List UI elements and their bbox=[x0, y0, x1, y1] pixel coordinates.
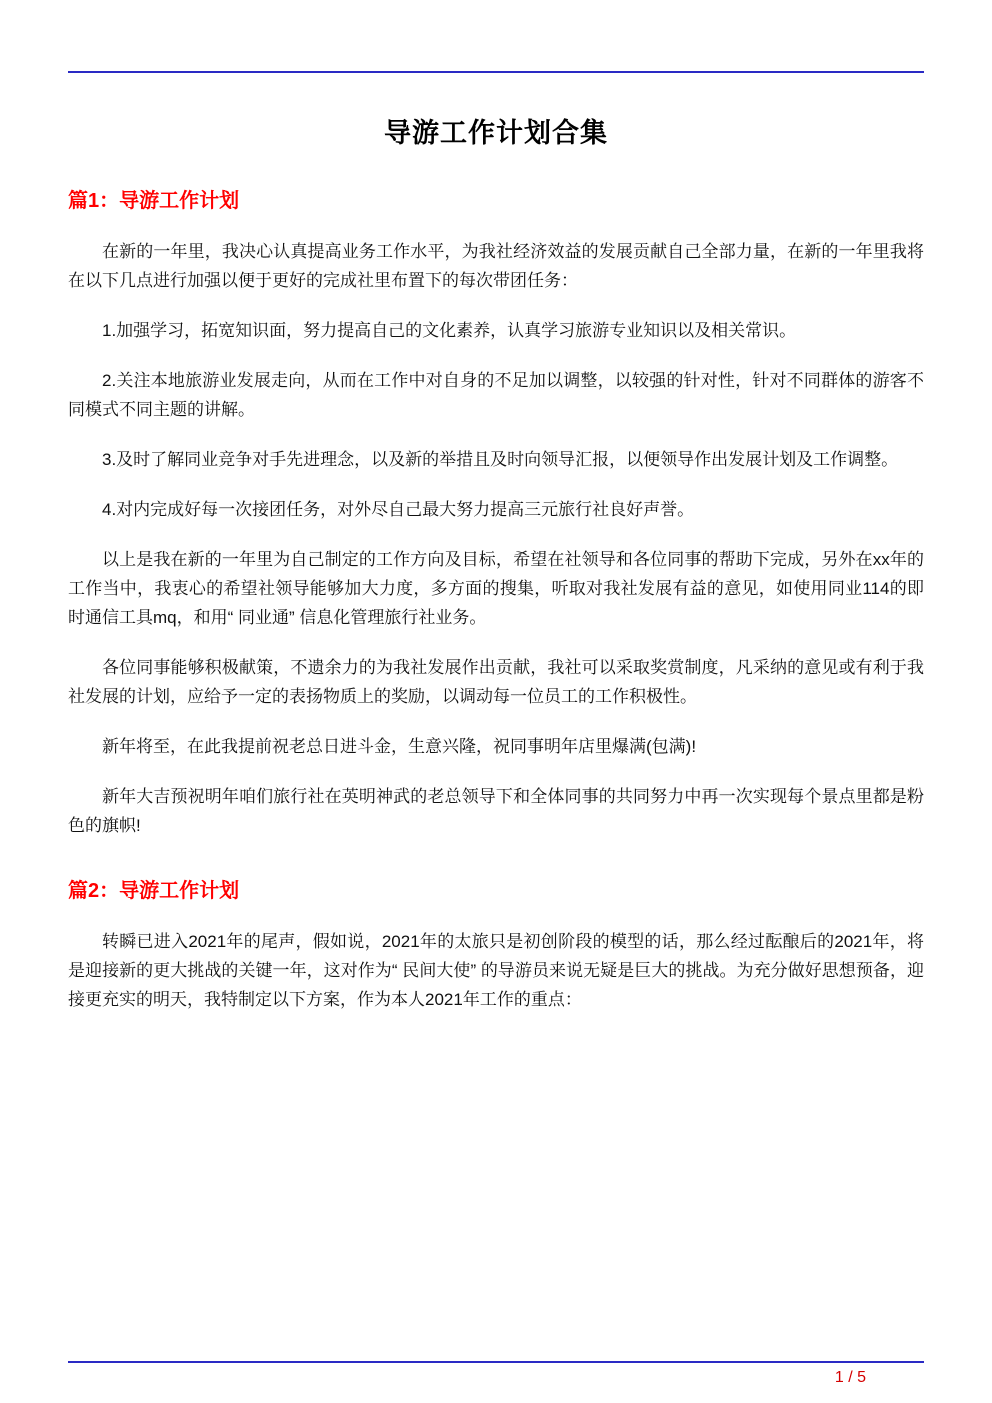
document-title: 导游工作计划合集 bbox=[384, 118, 608, 148]
paragraph: 4.对内完成好每一次接团任务，对外尽自己最大努力提高三元旅行社良好声誉。 bbox=[102, 500, 695, 519]
section-2-heading: 篇2：导游工作计划 bbox=[68, 880, 240, 902]
page-number: 1 / 5 bbox=[834, 1369, 866, 1386]
paragraph: 以上是我在新的一年里为自己制定的工作方向及目标，希望在社领导和各位同事的帮助下完成，另外在xx年的工作当中，我衷心的希望社领导能够加大力度，多方面的搜集，听取对我社发展有益的意见，如使用同业114的即时通信工具mq，和用“ 同业通” 信息化管理旅行社业务。 bbox=[68, 550, 924, 627]
top-rule bbox=[68, 71, 924, 73]
paragraph: 新年将至，在此我提前祝老总日进斗金，生意兴隆，祝同事明年店里爆满(包满)! bbox=[102, 737, 697, 756]
page-footer bbox=[68, 1361, 924, 1389]
paragraph: 2.关注本地旅游业发展走向，从而在工作中对自身的不足加以调整，以较强的针对性，针对不同群体的游客不同模式不同主题的讲解。 bbox=[68, 371, 924, 419]
paragraph: 3.及时了解同业竞争对手先进理念，以及新的举措且及时向领导汇报，以便领导作出发展计划及工作调整。 bbox=[102, 450, 899, 469]
section-1-heading: 篇1：导游工作计划 bbox=[68, 190, 240, 212]
paragraph: 在新的一年里，我决心认真提高业务工作水平，为我社经济效益的发展贡献自己全部力量，在新的一年里我将在以下几点进行加强以便于更好的完成社里布置下的每次带团任务： bbox=[68, 242, 924, 290]
paragraph: 1.加强学习，拓宽知识面，努力提高自己的文化素养，认真学习旅游专业知识以及相关常识。 bbox=[102, 321, 797, 340]
paragraph: 各位同事能够积极献策，不遗余力的为我社发展作出贡献，我社可以采取奖赏制度，凡采纳的意见或有利于我社发展的计划，应给予一定的表扬物质上的奖励，以调动每一位员工的工作积极性。 bbox=[68, 658, 924, 706]
paragraph: 新年大吉预祝明年咱们旅行社在英明神武的老总领导下和全体同事的共同努力中再一次实现每个景点里都是粉色的旗帜! bbox=[68, 787, 924, 835]
bottom-rule bbox=[68, 1361, 924, 1363]
paragraph: 转瞬已进入2021年的尾声，假如说，2021年的太旅只是初创阶段的模型的话，那么经过酝酿后的2021年，将是迎接新的更大挑战的关键一年，这对作为“ 民间大使” 的导游员来说无疑是巨大的挑战。为充分做好思想预备，迎接更充实的明天，我特制定以下方案，作为本人2021年工作的重点： bbox=[68, 932, 924, 1009]
